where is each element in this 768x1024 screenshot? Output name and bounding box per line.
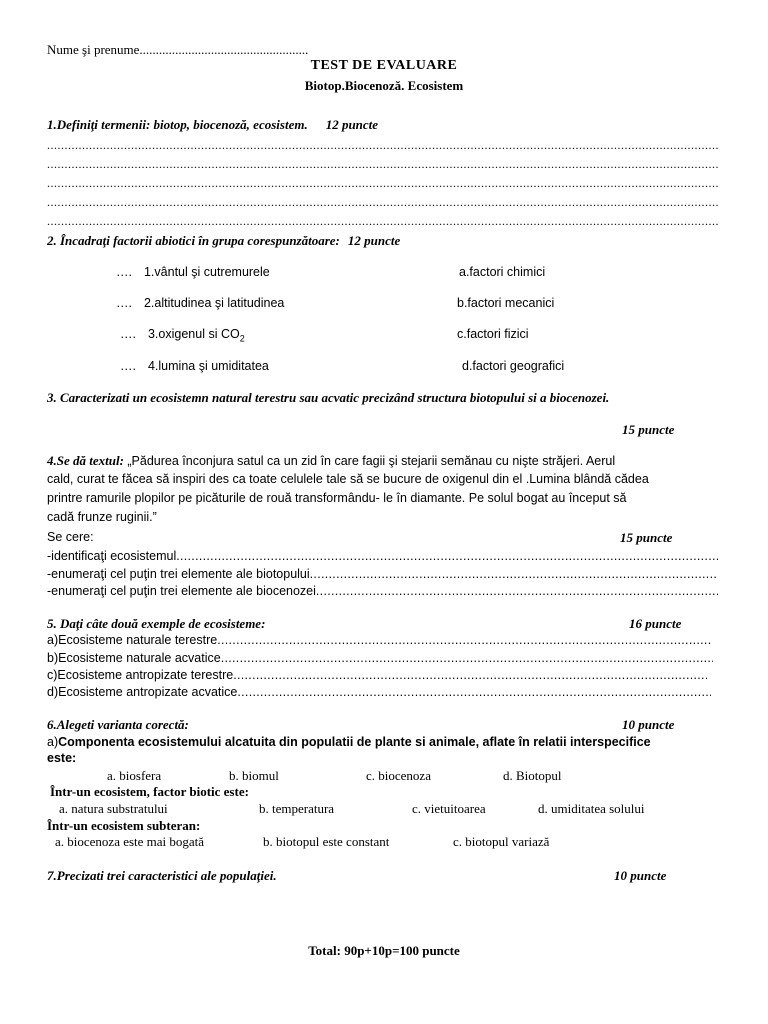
page-subtitle: Biotop.Biocenoză. Ecosistem [304,78,464,93]
q2-right-item: b.factori mecanici [457,296,555,310]
q4-task[interactable]: -enumeraţi cel puţin trei elemente ale biocenozei ..... [47,584,718,598]
q2-blank[interactable]: …. [116,265,132,279]
q4-label: 4.Se dă textul: [47,453,124,468]
q2-left-item: …. 4.lumina şi umiditatea [120,359,269,373]
q4-task[interactable]: -enumeraţi cel puţin trei elemente ale biotopului ..... [47,567,718,581]
q2-left-item: …. 2.altitudinea şi latitudinea [116,296,285,310]
q2-blank[interactable]: …. [120,359,136,373]
q2-text: 2. Încadraţi factorii abiotici în grupa corespunzătoare: [47,233,340,248]
q4-quote: cadă frunze ruginii.” [47,510,157,524]
q6a-option[interactable]: d. Biotopul [503,768,562,783]
q6b-stem: Într-un ecosistem, factor biotic este: [50,784,249,799]
q2-right-item: a.factori chimici [459,265,546,279]
answer-line[interactable] [47,138,719,153]
q1-heading [47,117,378,133]
total-score: Total: 90p+10p=100 puncte [308,943,460,958]
q7-text: 7.Precizati trei caracteristici ale populaţiei. [47,868,277,883]
q5-item[interactable]: d)Ecosisteme antropizate acvatice ..... [47,685,711,699]
q3-text: 3. Caracterizati un ecosistemn natural terestru sau acvatic precizând structura biotopului si a biocenozei. [47,390,610,405]
q4-se-cere: Se cere: [47,530,94,544]
q5-points: 16 puncte [629,616,682,631]
q4-points: 15 puncte [620,530,673,545]
answer-line[interactable] [47,176,719,191]
q4-quote: printre ramurile plopilor pe picăturile de rouă transformându- le în diamante. Pe solul bogat au început să [47,491,627,505]
q2-right-item: d.factori geografici [462,359,565,373]
q6a-stem-cont: este: [47,751,77,765]
q6-text: 6.Alegeti varianta corectă: [47,717,189,732]
q2-blank[interactable]: …. [116,296,132,310]
q6b-option[interactable]: c. vietuitoarea [412,801,486,816]
q6c-option[interactable]: c. biotopul variază [453,834,550,849]
q4-text-line [47,453,615,469]
q6b-option[interactable]: a. natura substratului [59,801,168,816]
q2-left-item: …. 1.vântul şi cutremurele [116,265,270,279]
q6b-option[interactable]: d. umiditatea solului [538,801,645,816]
answer-line[interactable] [47,157,719,172]
q6c-option[interactable]: a. biocenoza este mai bogată [55,834,205,849]
q6a-option[interactable]: b. biomul [229,768,279,783]
q5-item[interactable]: c)Ecosisteme antropizate terestre ..... [47,668,707,682]
name-label: Nume şi prenume [47,42,140,57]
q2-points: 12 puncte [347,233,401,248]
q6a-stem: a)Componenta ecosistemului alcatuita din populatii de plante si animale, aflate în relatii interspecifice [47,735,651,749]
q6c-option[interactable]: b. biotopul este constant [263,834,390,849]
q1-text: 1.Definiţi termenii: biotop, biocenoză, ecosistem. [47,117,308,132]
q5-text: 5. Daţi câte două exemple de ecosisteme: [47,616,266,631]
q4-task[interactable]: -identificaţi ecosistemul ..... [47,549,718,563]
q2-left-item: …. 3.oxigenul si $CO_2$ [120,327,245,344]
answer-line[interactable] [47,214,719,229]
page-title: TEST DE EVALUARE [310,58,458,73]
q4-quote: „Pădurea înconjura satul ca un zid în care fagii şi stejarii semănau cu nişte străjeri. Aerul [123,454,616,468]
answer-line[interactable] [47,195,719,210]
q7-points: 10 puncte [614,868,667,883]
name-dots: .................................................... [139,42,309,57]
q6-points: 10 puncte [622,717,675,732]
q2-right-item: c.factori fizici [457,327,529,341]
q6a-option[interactable]: c. biocenoza [366,768,431,783]
co2-subscript: 2 [239,333,245,344]
q2-blank[interactable]: …. [120,327,136,341]
q4-quote: cald, curat te făcea să inspiri des ca toate celulele tale să se bucure de oxigenul din el .Lumina blândă cădea [47,472,649,486]
q6b-option[interactable]: b. temperatura [259,801,335,816]
q5-item[interactable]: a)Ecosisteme naturale terestre ..... [47,633,711,647]
q2-heading [47,233,400,249]
name-field[interactable] [47,42,308,58]
q1-points: 12 puncte [325,117,379,132]
q6a-option[interactable]: a. biosfera [107,768,162,783]
q6c-stem: Într-un ecosistem subteran: [47,818,201,833]
q3-points: 15 puncte [622,422,675,437]
q5-item[interactable]: b)Ecosisteme naturale acvatice ..... [47,651,713,665]
